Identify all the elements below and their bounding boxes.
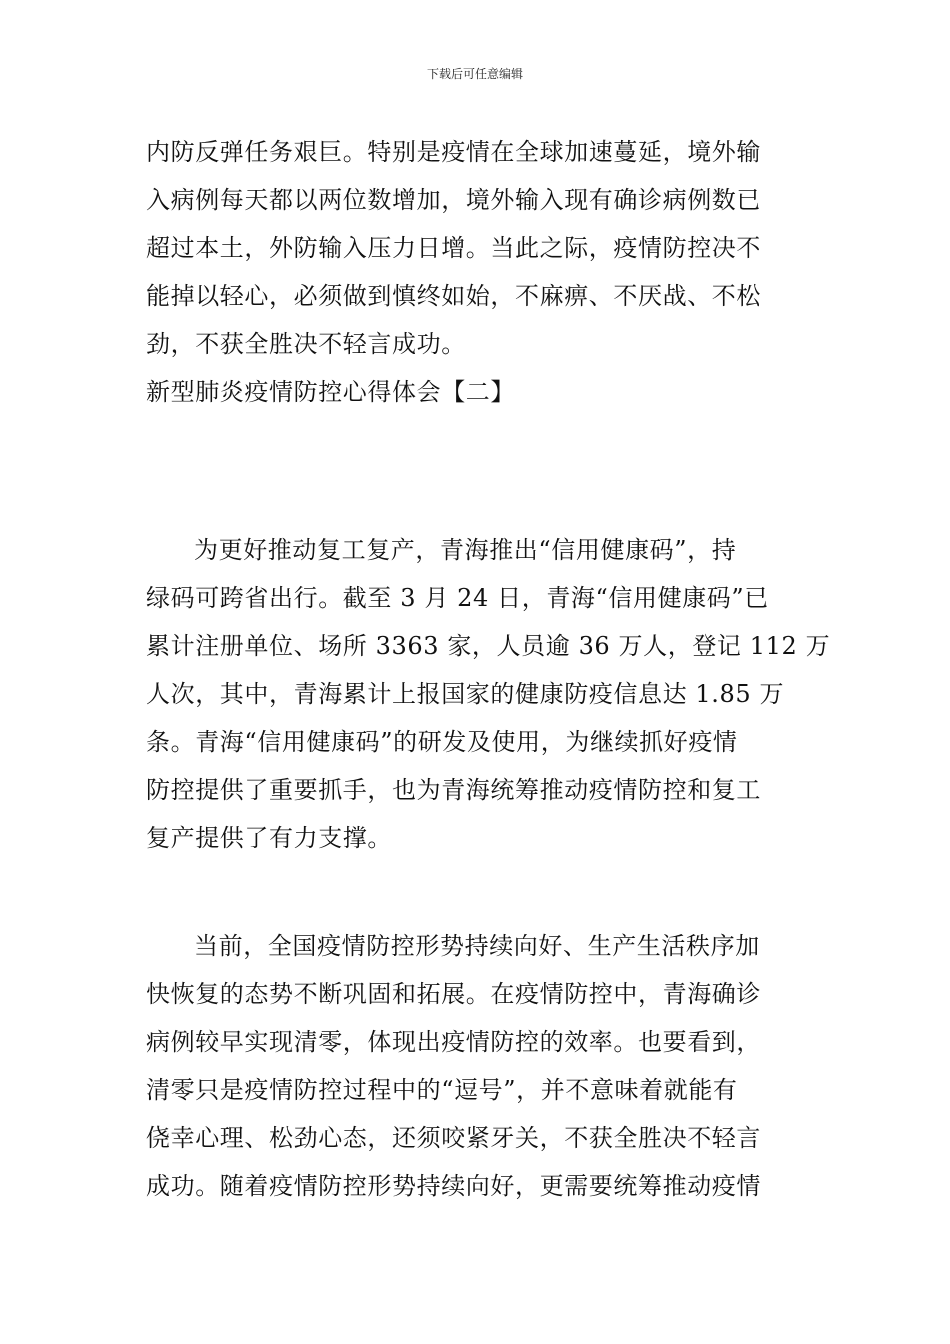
paragraph-line: 成功。随着疫情防控形势持续向好，更需要统筹推动疫情 [146,1172,761,1200]
paragraph-line: 劲，不获全胜决不轻言成功。 [146,330,466,358]
paragraph-line: 清零只是疫情防控过程中的“逗号”，并不意味着就能有 [146,1076,738,1104]
paragraph-line: 病例较早实现清零，体现出疫情防控的效率。也要看到， [146,1028,761,1056]
paragraph-line: 防控提供了重要抓手，也为青海统筹推动疫情防控和复工 [146,776,761,804]
section-title: 新型肺炎疫情防控心得体会【二】 [146,378,515,406]
paragraph-line: 条。青海“信用健康码”的研发及使用，为继续抓好疫情 [146,728,738,756]
paragraph-line: 侥幸心理、松劲心态，还须咬紧牙关，不获全胜决不轻言 [146,1124,761,1152]
paragraph-line: 累计注册单位、场所 3363 家，人员逾 36 万人，登记 112 万 [146,632,831,660]
paragraph-line: 快恢复的态势不断巩固和拓展。在疫情防控中，青海确诊 [146,980,761,1008]
paragraph-line: 为更好推动复工复产，青海推出“信用健康码”，持 [194,536,737,564]
paragraph-line: 复产提供了有力支撑。 [146,824,392,852]
paragraph-line: 内防反弹任务艰巨。特别是疫情在全球加速蔓延，境外输 [146,138,761,166]
paragraph-line: 当前，全国疫情防控形势持续向好、生产生活秩序加 [194,932,760,960]
paragraph-line: 绿码可跨省出行。截至 3 月 24 日，青海“信用健康码”已 [146,584,769,612]
paragraph-line: 入病例每天都以两位数增加，境外输入现有确诊病例数已 [146,186,761,214]
paragraph-line: 超过本土，外防输入压力日增。当此之际，疫情防控决不 [146,234,761,262]
page-header: 下载后可任意编辑 [426,67,523,81]
paragraph-line: 人次，其中，青海累计上报国家的健康防疫信息达 1.85 万 [146,680,785,708]
paragraph-line: 能掉以轻心，必须做到慎终如始，不麻痹、不厌战、不松 [146,282,761,310]
